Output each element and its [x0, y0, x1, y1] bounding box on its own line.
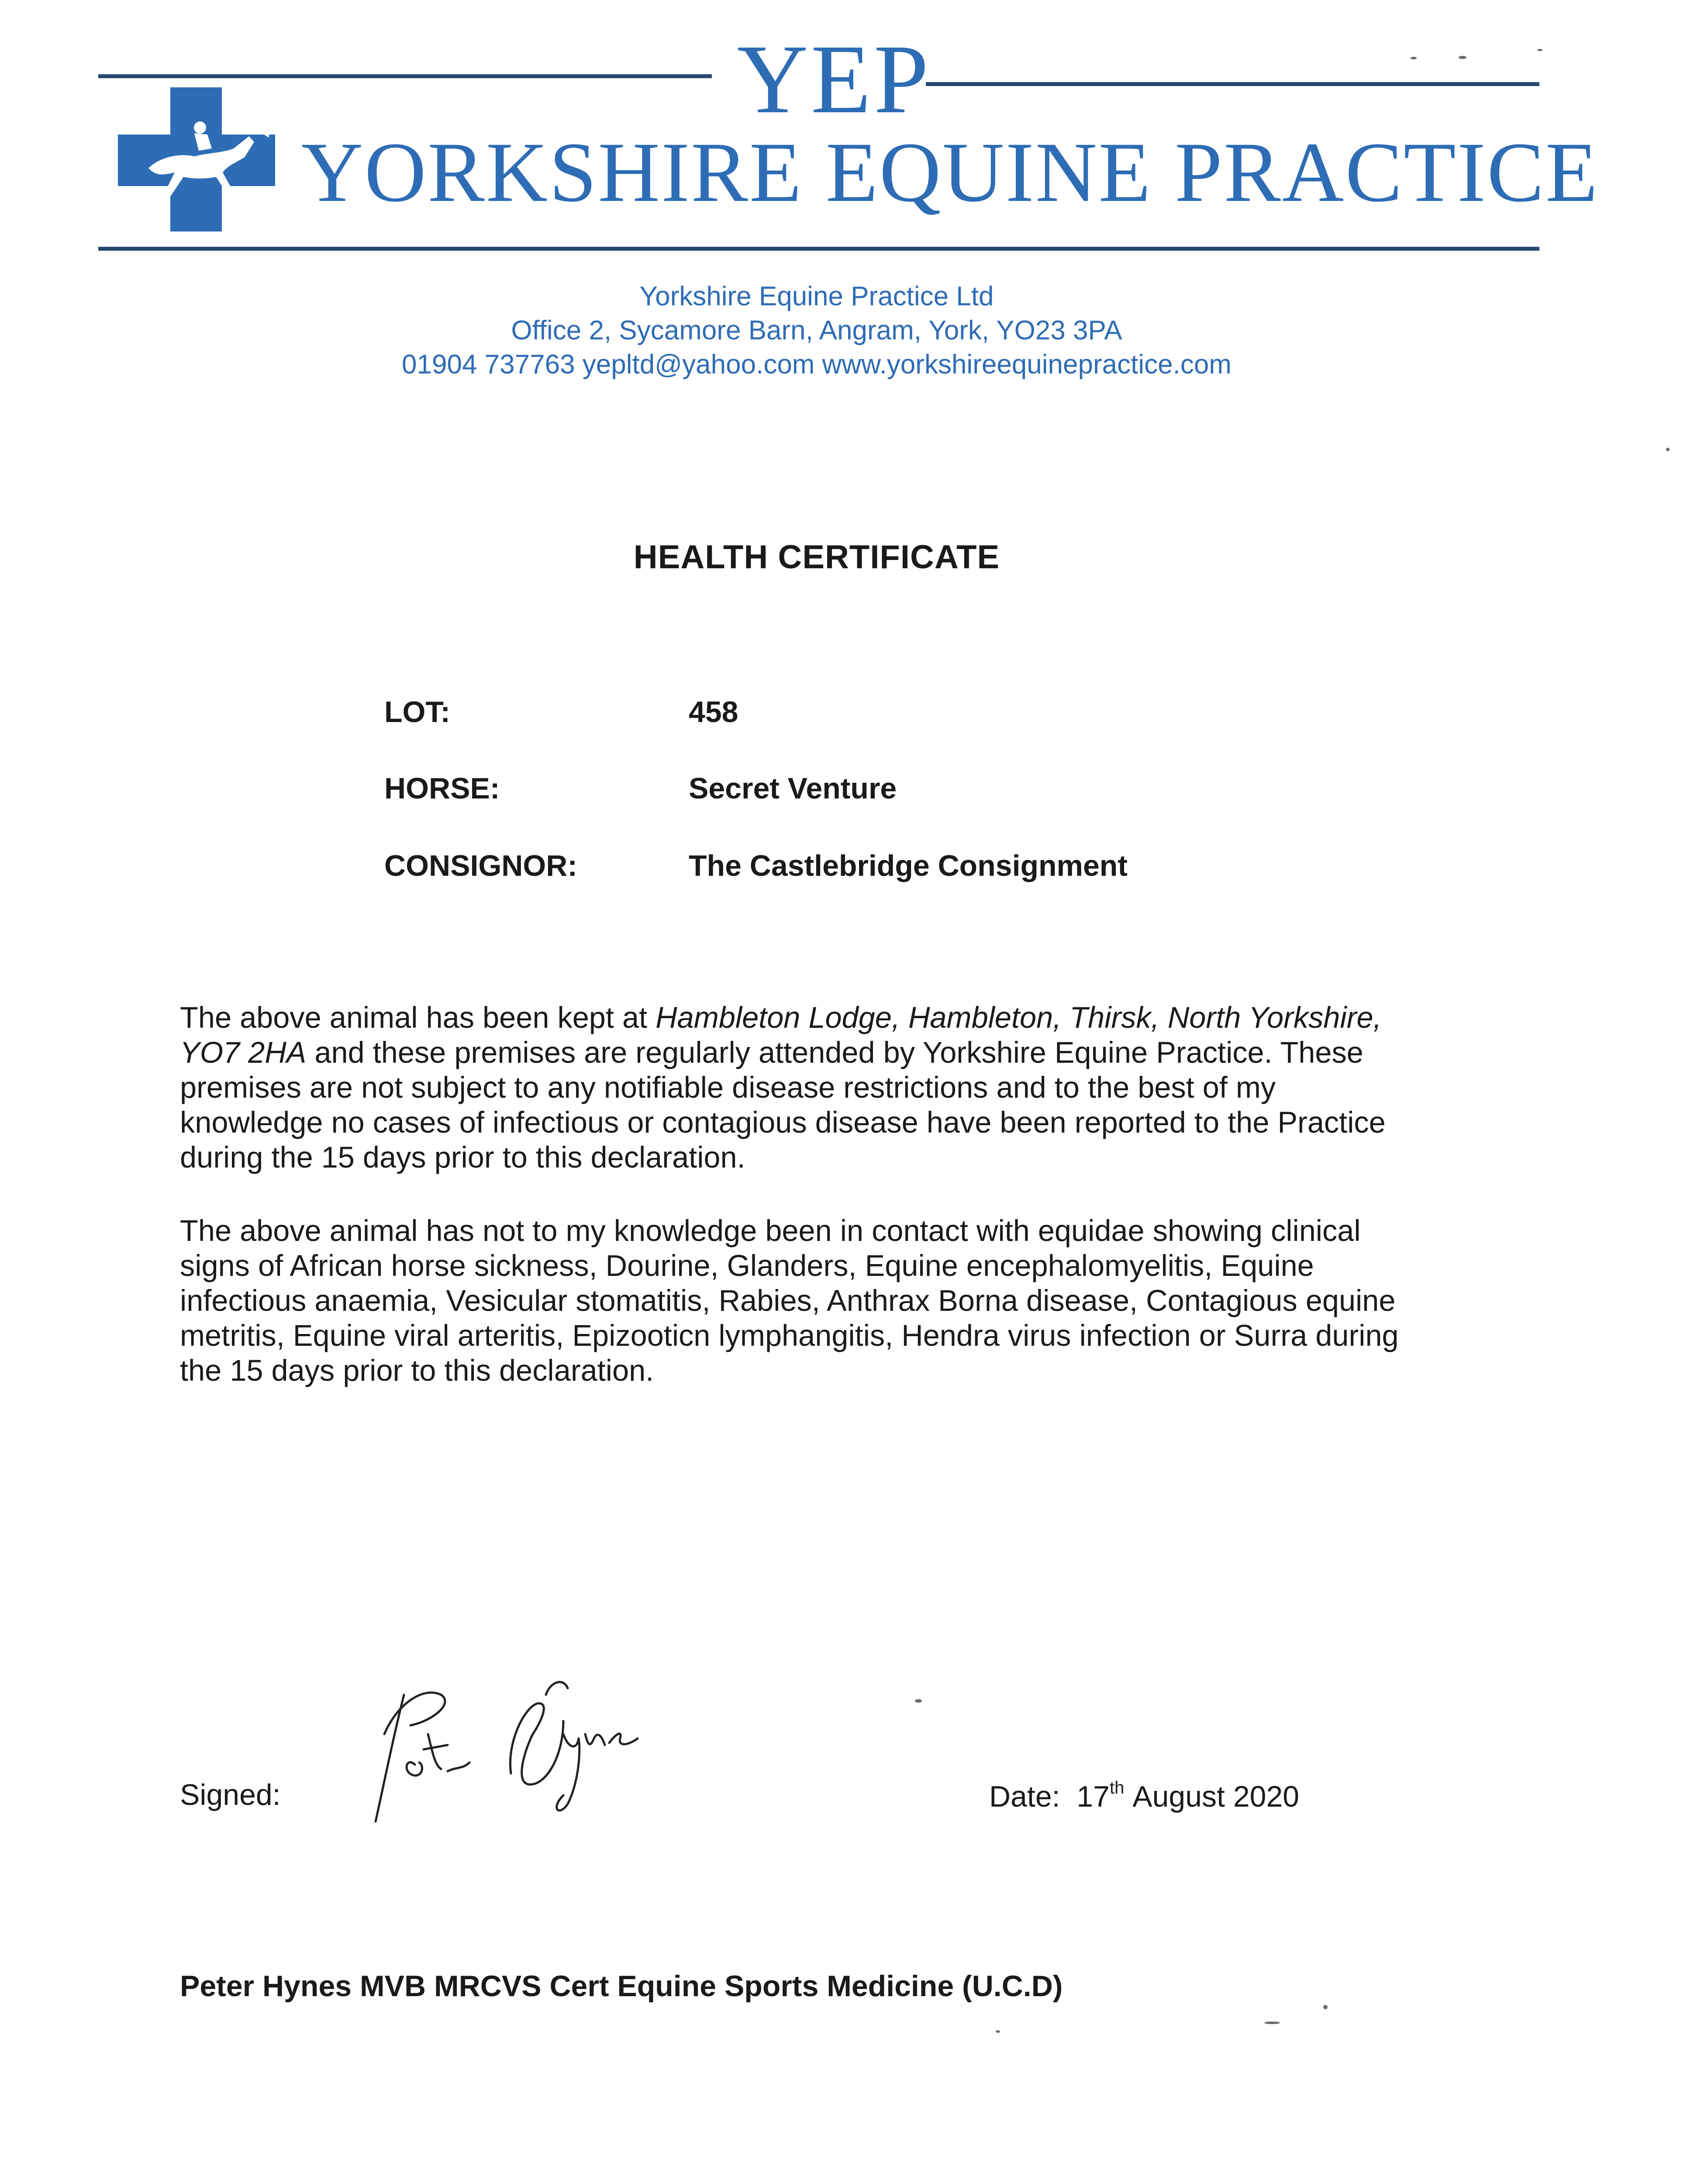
consignor-value: The Castlebridge Consignment — [689, 849, 1128, 882]
scan-speck — [1323, 2005, 1328, 2009]
lot-label: LOT: — [384, 695, 451, 729]
letterhead-bottom-rule — [98, 247, 1539, 251]
scan-speck — [1459, 56, 1466, 59]
letterhead-top-rule-left — [98, 74, 712, 78]
scan-speck — [1411, 57, 1417, 59]
disease-contact-paragraph: The above animal has not to my knowledge been in contact with equidae showing clinical signs of African horse sickness, Dourine, Glanders, Equine encephalomyelitis, Equine infectious anaemia, Vesicular stomatitis, Rabies, Anthrax Borna disease, Contagious equine metritis, Equine viral arteritis, Epizooticn lymphangitis, Hendra virus infection or Surra during the 15 days prior to this declaration. — [180, 1214, 1399, 1387]
horse-cross-logo-icon — [118, 87, 275, 232]
signed-label: Signed: — [180, 1778, 281, 1811]
scan-speck — [996, 2030, 1000, 2033]
letterhead-practice-name: YORKSHIRE EQUINE PRACTICE — [301, 125, 1599, 220]
company-address: Office 2, Sycamore Barn, Angram, York, YO23 3PA — [511, 315, 1122, 346]
document-title: HEALTH CERTIFICATE — [633, 539, 1000, 576]
veterinarian-name: Peter Hynes MVB MRCVS Cert Equine Sports Medicine (U.C.D) — [180, 1970, 1063, 2003]
handwritten-signature — [358, 1669, 690, 1835]
date-month-year: August 2020 — [1132, 1780, 1300, 1813]
certificate-date — [989, 1780, 1299, 1814]
company-contact: 01904 737763 yepltd@yahoo.com www.yorkshireequinepractice.com — [402, 349, 1232, 380]
date-ordinal: th — [1109, 1778, 1125, 1797]
company-name: Yorkshire Equine Practice Ltd — [639, 281, 994, 311]
premises-declaration-paragraph: The above animal has been kept at Hambleton Lodge, Hambleton, Thirsk, North Yorkshire, YO7 2HA and these premises are regularly attended by Yorkshire Equine Practice. These premises are not subject to any notifiable disease restrictions and to the best of my knowledge no cases of infectious or contagious disease have been reported to the Practice during the 15 days prior to this declaration. — [180, 1001, 1386, 1174]
date-label: Date: — [989, 1780, 1060, 1813]
letterhead-top-rule-right — [926, 82, 1539, 86]
consignor-label: CONSIGNOR: — [384, 849, 577, 882]
horse-label: HORSE: — [384, 772, 500, 805]
horse-value: Secret Venture — [689, 772, 897, 805]
scan-speck — [1264, 2022, 1280, 2024]
scan-speck — [1666, 448, 1670, 451]
scan-speck — [1537, 49, 1542, 51]
lot-value: 458 — [689, 695, 738, 729]
date-day: 17 — [1076, 1780, 1110, 1813]
premises-location: Hambleton Lodge, Hambleton, Thirsk, North Yorkshire, — [655, 1001, 1382, 1034]
premises-postcode: YO7 2HA — [180, 1036, 307, 1069]
letterhead-acronym: YEP — [737, 24, 931, 134]
scan-speck — [915, 1699, 922, 1703]
